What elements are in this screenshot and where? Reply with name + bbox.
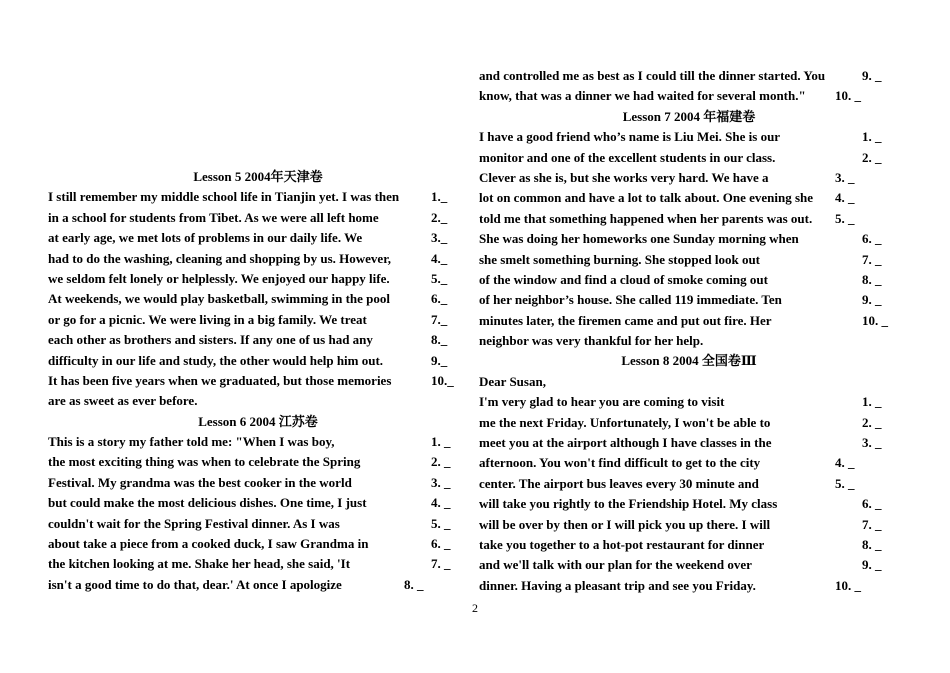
text-line	[479, 474, 899, 494]
left-column	[48, 167, 468, 595]
text-line	[479, 392, 899, 412]
blank-number: 4. _	[835, 455, 855, 471]
text-line	[48, 575, 468, 595]
blank-number: 10. _	[835, 88, 861, 104]
blank-number: 9. _	[862, 557, 882, 573]
line-text: center. The airport bus leaves every 30 minute and	[479, 475, 759, 491]
text-line	[479, 66, 899, 86]
lesson6-title: Lesson 6 2004 江苏卷	[198, 413, 318, 429]
text-line	[479, 86, 899, 106]
text-line	[479, 188, 899, 208]
text-line	[479, 311, 899, 331]
line-text: the kitchen looking at me. Shake her head, she said, 'It	[48, 556, 351, 572]
blank-number: 6. _	[862, 231, 882, 247]
text-line	[48, 187, 468, 207]
text-line	[479, 127, 899, 147]
line-text: This is a story my father told me: "When I was boy,	[48, 434, 335, 450]
line-text: of her neighbor’s house. She called 119 immediate. Ten	[479, 292, 782, 308]
text-line	[48, 554, 468, 574]
line-text: will be over by then or I will pick you up there. I will	[479, 516, 771, 532]
line-text: neighbor was very thankful for her help.	[479, 333, 704, 349]
line-text: of the window and find a cloud of smoke coming out	[479, 271, 768, 287]
text-line	[48, 473, 468, 493]
line-text: afternoon. You won't find difficult to get to the city	[479, 455, 761, 471]
line-text: isn't a good time to do that, dear.' At once I apologize	[48, 576, 342, 592]
blank-number: 5. _	[431, 515, 451, 531]
text-line	[479, 576, 899, 596]
text-line	[479, 290, 899, 310]
line-text: difficulty in our life and study, the other would help him out.	[48, 352, 384, 368]
line-text: are as sweet as ever before.	[48, 393, 198, 409]
text-line	[479, 555, 899, 575]
blank-number: 10. _	[862, 312, 888, 328]
blank-number: 3. _	[835, 169, 855, 185]
blank-number: 8. _	[404, 576, 424, 592]
blank-number: 8. _	[862, 271, 882, 287]
text-line	[479, 250, 899, 270]
line-text: had to do the washing, cleaning and shopping by us. However,	[48, 250, 392, 266]
line-text: we seldom felt lonely or helplessly. We enjoyed our happy life.	[48, 270, 390, 286]
text-line	[479, 515, 899, 535]
text-line	[479, 494, 899, 514]
line-text: told me that something happened when her parents was out.	[479, 210, 813, 226]
line-text: I'm very glad to hear you are coming to visit	[479, 394, 725, 410]
text-line	[48, 310, 468, 330]
line-text: the most exciting thing was when to celebrate the Spring	[48, 454, 361, 470]
blank-number: 2._	[431, 209, 448, 225]
blank-number: 4. _	[835, 190, 855, 206]
line-text: Festival. My grandma was the best cooker in the world	[48, 474, 352, 490]
text-line	[48, 208, 468, 228]
line-text: Clever as she is, but she works very hard. We have a	[479, 169, 769, 185]
blank-number: 2. _	[431, 454, 451, 470]
lesson5-body	[48, 187, 468, 411]
text-line	[479, 535, 899, 555]
line-text: me the next Friday. Unfortunately, I won't be able to	[479, 414, 771, 430]
blank-number: 9. _	[862, 68, 882, 83]
line-text: and we'll talk with our plan for the weekend over	[479, 557, 752, 573]
blank-number: 5. _	[835, 210, 855, 226]
line-text: meet you at the airport although I have classes in the	[479, 435, 772, 451]
text-line	[48, 534, 468, 554]
line-text: but could make the most delicious dishes. One time, I just	[48, 495, 367, 511]
right-column	[479, 66, 899, 596]
line-text: It has been five years when we graduated, but those memories	[48, 372, 392, 388]
text-line	[479, 270, 899, 290]
line-text: lot on common and have a lot to talk about. One evening she	[479, 190, 814, 206]
line-text: know, that was a dinner we had waited for several month."	[479, 88, 806, 104]
line-text: minutes later, the firemen came and put out fire. Her	[479, 312, 772, 328]
line-text: or go for a picnic. We were living in a big family. We treat	[48, 311, 367, 327]
text-line	[48, 228, 468, 248]
blank-number: 7._	[431, 311, 448, 327]
text-line	[48, 452, 468, 472]
lesson7-title: Lesson 7 2004 年福建卷	[622, 108, 756, 124]
blank-number: 7. _	[431, 556, 451, 572]
text-line	[48, 351, 468, 371]
text-line	[48, 269, 468, 289]
lesson8-body	[479, 372, 899, 596]
text-line	[48, 249, 468, 269]
blank-number: 3. _	[862, 435, 882, 451]
line-text: will take you rightly to the Friendship Hotel. My class	[479, 496, 778, 512]
lesson5-title: Lesson 5 2004年天津卷	[193, 169, 323, 184]
line-text: couldn't wait for the Spring Festival dinner. As I was	[48, 515, 340, 531]
blank-number: 10._	[431, 372, 454, 388]
blank-number: 8._	[431, 332, 448, 348]
text-line	[48, 514, 468, 534]
blank-number: 2. _	[862, 414, 882, 430]
text-line	[479, 433, 899, 453]
blank-number: 9._	[431, 352, 448, 368]
text-line	[479, 372, 899, 392]
line-text: about take a piece from a cooked duck, I saw Grandma in	[48, 536, 369, 552]
blank-number: 5. _	[835, 475, 855, 491]
lesson7-body	[479, 127, 899, 351]
line-text: each other as brothers and sisters. If any one of us had any	[48, 332, 373, 348]
lesson6-body	[48, 432, 468, 595]
text-line	[48, 493, 468, 513]
blank-number: 7. _	[862, 516, 882, 532]
line-text: She was doing her homeworks one Sunday morning when	[479, 231, 799, 247]
blank-number: 7. _	[862, 251, 882, 267]
blank-number: 3. _	[431, 474, 451, 490]
text-line	[48, 289, 468, 309]
line-text: and controlled me as best as I could till the dinner started. You	[479, 68, 826, 83]
line-text: at early age, we met lots of problems in our daily life. We	[48, 230, 363, 246]
text-line	[479, 331, 899, 351]
text-line	[479, 229, 899, 249]
text-line	[479, 453, 899, 473]
blank-number: 10. _	[835, 577, 861, 593]
blank-number: 5._	[431, 270, 448, 286]
text-line	[48, 371, 468, 391]
blank-number: 6. _	[862, 496, 882, 512]
blank-number: 1. _	[862, 129, 882, 145]
blank-number: 1._	[431, 189, 448, 205]
line-text: take you together to a hot-pot restaurant for dinner	[479, 536, 765, 552]
line-text: in a school for students from Tibet. As we were all left home	[48, 209, 379, 225]
blank-number: 1. _	[431, 434, 451, 450]
text-line	[479, 148, 899, 168]
text-line	[479, 168, 899, 188]
line-text: she smelt something burning. She stopped look out	[479, 251, 760, 267]
blank-number: 4. _	[431, 495, 451, 511]
line-text: At weekends, we would play basketball, swimming in the pool	[48, 291, 391, 307]
blank-number: 2. _	[862, 149, 882, 165]
page-number: 2	[472, 601, 478, 615]
lesson6-continued-body	[479, 66, 899, 107]
line-text: I have a good friend who’s name is Liu Mei. She is our	[479, 129, 781, 145]
blank-number: 4._	[431, 250, 448, 266]
text-line	[48, 432, 468, 452]
line-text: monitor and one of the excellent students in our class.	[479, 149, 776, 165]
text-line	[48, 330, 468, 350]
lesson8-title: Lesson 8 2004 全国卷Ⅲ	[621, 353, 757, 369]
blank-number: 9. _	[862, 292, 882, 308]
text-line	[479, 209, 899, 229]
blank-number: 6. _	[431, 536, 451, 552]
blank-number: 6._	[431, 291, 448, 307]
text-line	[479, 413, 899, 433]
text-line	[48, 391, 468, 411]
line-text: dinner. Having a pleasant trip and see you Friday.	[479, 577, 756, 593]
blank-number: 1. _	[862, 394, 882, 410]
line-text: Dear Susan,	[479, 373, 546, 389]
line-text: I still remember my middle school life in Tianjin yet. I was then	[48, 189, 400, 205]
blank-number: 3._	[431, 230, 448, 246]
blank-number: 8. _	[862, 536, 882, 552]
